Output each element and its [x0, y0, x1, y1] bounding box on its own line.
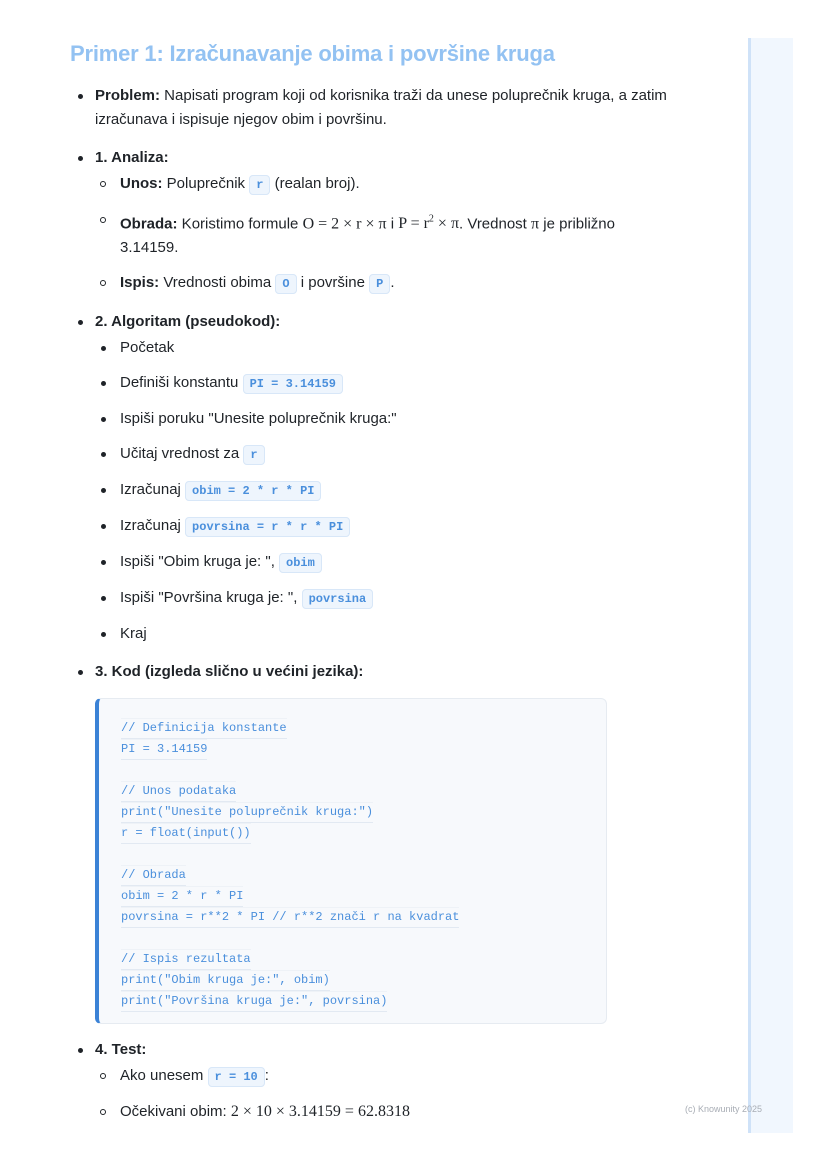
algorithm-step [95, 550, 670, 575]
analiza-list [95, 172, 670, 296]
algoritam-item [70, 310, 670, 646]
unos-item [95, 172, 670, 197]
ispis-text: Vrednosti obima [159, 274, 276, 292]
inline-code: povrsina [302, 589, 374, 609]
unos-text: Poluprečnik [162, 175, 250, 192]
test-list [95, 1064, 670, 1124]
algorithm-step [95, 336, 670, 360]
code-line-text: r = float(input()) [121, 823, 251, 844]
code-blank-line [121, 841, 606, 862]
unos-text-after: (realan broj). [270, 175, 360, 192]
code-line [121, 820, 606, 841]
kod-heading: 3. Kod (izgleda slično u većini jezika): [95, 663, 364, 681]
code-line [121, 862, 606, 883]
test-heading: 4. Test: [95, 1041, 147, 1059]
problem-item [70, 84, 670, 132]
problem-label: Problem: [95, 87, 161, 104]
test-input-item [95, 1064, 670, 1089]
algorithm-step [95, 478, 670, 503]
code-line [121, 946, 606, 967]
side-panel [748, 38, 793, 1133]
problem-text: Napisati program koji od korisnika traži da unese poluprečnik kruga, a zatim izračunava i ispisuje njegov obim i površinu. [95, 87, 667, 128]
step-text: Učitaj vrednost za [120, 445, 244, 463]
code-line-text: // Ispis rezultata [121, 949, 251, 970]
code-line [121, 715, 606, 736]
code-blank-line [121, 757, 606, 778]
expected-label: Očekivani obim: [120, 1103, 231, 1121]
inline-code: PI = 3.14159 [243, 374, 343, 394]
inline-code: obim = 2 * r * PI [185, 481, 321, 501]
inline-code: r [243, 445, 264, 465]
test-item [70, 1038, 670, 1124]
main-list [70, 84, 670, 1124]
code-line-text: // Definicija konstante [121, 718, 287, 739]
code-line [121, 967, 606, 988]
algorithm-step [95, 514, 670, 539]
pi-symbol: π [531, 215, 540, 233]
obrada-label: Obrada: [120, 215, 178, 233]
code-line [121, 883, 606, 904]
ispis-label: Ispis: [120, 274, 160, 292]
inline-code: povrsina = r * r * PI [185, 517, 350, 537]
algorithm-step [95, 586, 670, 611]
ispis-text-mid: i površine [296, 274, 370, 292]
step-text: Ispiši "Obim kruga je: ", [120, 553, 280, 571]
code-line-text: print("Unesite poluprečnik kruga:") [121, 802, 373, 823]
code-line-text: print("Površina kruga je:", povrsina) [121, 991, 387, 1012]
kod-item [70, 660, 670, 1024]
code-line-text: obim = 2 * r * PI [121, 886, 243, 907]
document-page [70, 38, 670, 1138]
step-text: Definiši konstantu [120, 374, 243, 392]
inline-code: r = 10 [208, 1067, 265, 1087]
code-line [121, 736, 606, 757]
step-text: Kraj [120, 625, 147, 643]
code-line-text: PI = 3.14159 [121, 739, 207, 760]
obrada-text-2: . Vrednost [459, 215, 532, 233]
test-expected-item [95, 1100, 670, 1124]
inline-code: obim [279, 553, 322, 573]
code-line [121, 988, 606, 1009]
step-text: Izračunaj [120, 481, 186, 499]
code-line [121, 778, 606, 799]
step-text: Izračunaj [120, 517, 186, 535]
inline-code: P [369, 274, 390, 294]
inline-code: O [275, 274, 296, 294]
code-line-text: // Obrada [121, 865, 186, 886]
code-line-text: print("Obim kruga je:", obim) [121, 970, 330, 991]
step-text: Ispiši "Površina kruga je: ", [120, 589, 302, 607]
algorithm-step [95, 442, 670, 467]
inline-code: r [249, 175, 270, 195]
algorithm-step [95, 407, 670, 431]
ispis-item [95, 271, 670, 296]
code-line-text: // Unos podataka [121, 781, 236, 802]
test-input-colon: : [264, 1067, 269, 1085]
formula-povrsina: $P = r^2 \times \pi$ [398, 214, 460, 233]
test-input-text: Ako unesem [120, 1067, 208, 1085]
obrada-text: Koristimo formule [177, 215, 303, 233]
algoritam-heading: 2. Algoritam (pseudokod): [95, 313, 281, 331]
page-title: Primer 1: Izračunavanje obima i površine kruga [70, 41, 555, 66]
algorithm-step [95, 371, 670, 396]
obrada-text-3: je približno 3.14159. [120, 215, 615, 257]
expected-formula: 2 × 10 × 3.14159 = 62.8318 [230, 1103, 410, 1121]
ispis-text-after: . [390, 274, 395, 292]
algoritam-steps [95, 336, 670, 646]
formula-obim: O = 2 × r × π [302, 215, 387, 233]
analiza-item [70, 146, 670, 296]
unos-label: Unos: [120, 175, 163, 192]
code-blank-line [121, 925, 606, 946]
obrada-conj: i [386, 215, 399, 233]
code-line [121, 904, 606, 925]
algorithm-step [95, 622, 670, 646]
code-line [121, 799, 606, 820]
copyright-footer: (c) Knowunity 2025 [685, 1104, 763, 1114]
step-text: Početak [120, 339, 175, 357]
step-text: Ispiši poruku "Unesite poluprečnik kruga:" [120, 410, 397, 428]
obrada-item [95, 208, 670, 260]
analiza-heading: 1. Analiza: [95, 149, 169, 166]
code-line-text: povrsina = r**2 * PI // r**2 znači r na kvadrat [121, 907, 459, 928]
code-block [95, 698, 607, 1024]
